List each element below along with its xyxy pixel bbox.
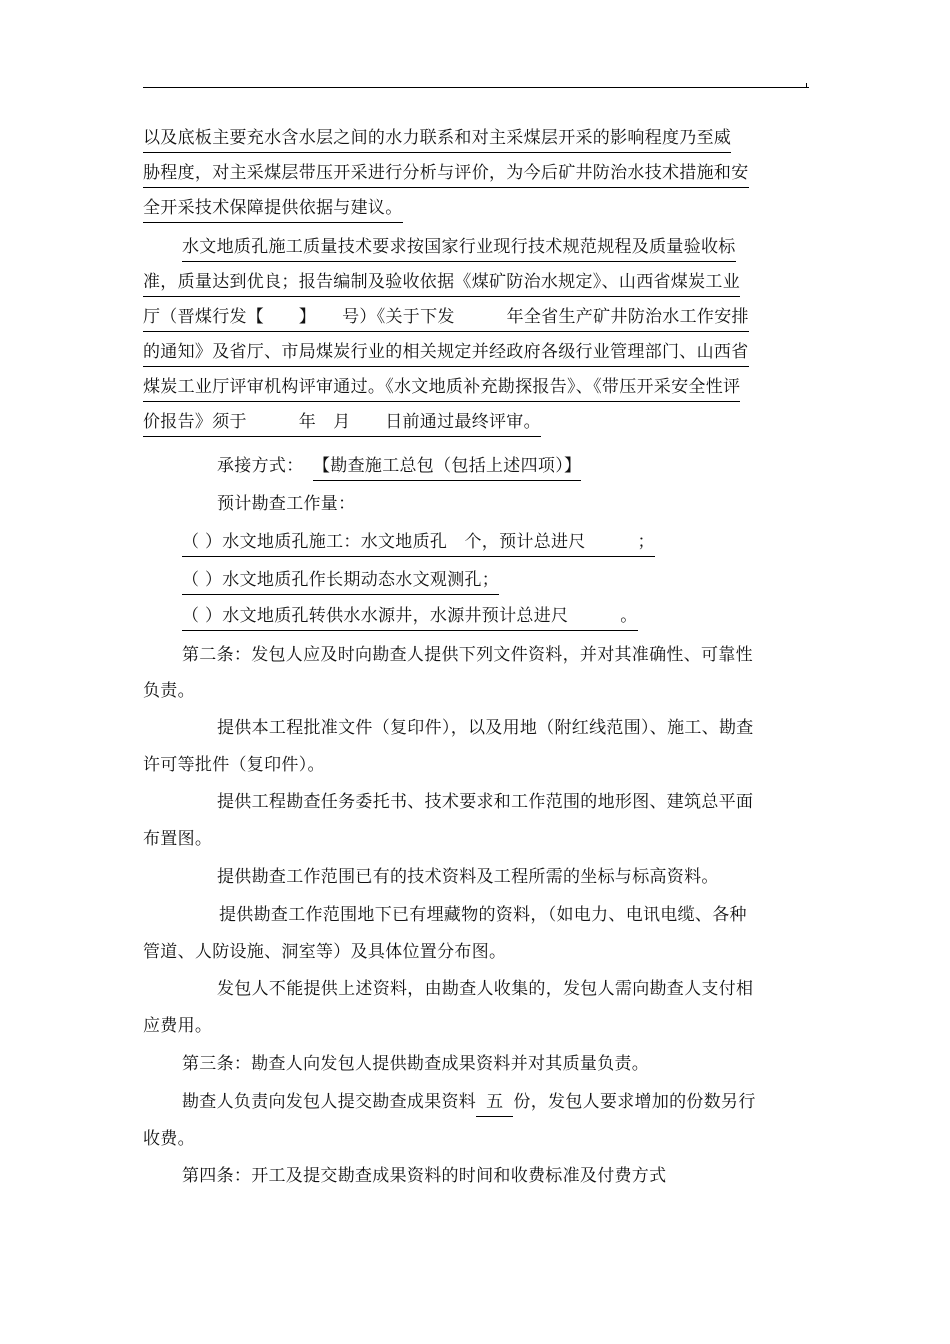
header-rule xyxy=(143,87,809,88)
article-2-line-2: 负责。 xyxy=(143,681,195,701)
workload-item-1: （ ）水文地质孔施工：水文地质孔 个，预计总进尺 ； xyxy=(182,532,655,552)
paragraph-line-1: 以及底板主要充水含水层之间的水力联系和对主采煤层开采的影响程度乃至威 xyxy=(143,128,731,148)
header-mark xyxy=(806,83,809,87)
article-2-item-1-line-1: 提供本工程批准文件（复印件），以及用地（附红线范围）、施工、勘查 xyxy=(217,718,754,738)
paragraph-line-4: 水文地质孔施工质量技术要求按国家行业现行技术规范规程及质量验收标 xyxy=(182,237,736,257)
paragraph-line-6: 厅（晋煤行发【 】 号）《关于下发 年全省生产矿井防治水工作安排 xyxy=(143,307,749,327)
article-2-item-2-line-2: 布置图。 xyxy=(143,829,213,849)
paragraph-line-8: 煤炭工业厅评审机构评审通过。《水文地质补充勘探报告》、《带压开采安全性评 xyxy=(143,377,740,397)
paragraph-line-3: 全开采技术保障提供依据与建议。 xyxy=(143,198,403,218)
paragraph-line-7: 的通知》及省厅、市局煤炭行业的相关规定并经政府各级行业管理部门、山西省 xyxy=(143,342,749,362)
paragraph-line-5: 准，质量达到优良；报告编制及验收依据《煤矿防治水规定》、山西省煤炭工业 xyxy=(143,272,740,292)
article-3-line-3: 收费。 xyxy=(143,1129,195,1149)
copies-text-before: 勘查人负责向发包人提交勘查成果资料 xyxy=(182,1092,477,1112)
article-2-line-1: 第二条：发包人应及时向勘查人提供下列文件资料，并对其准确性、可靠性 xyxy=(182,645,753,665)
article-2-item-3: 提供勘查工作范围已有的技术资料及工程所需的坐标与标高资料。 xyxy=(217,867,719,887)
copies-value: 五 xyxy=(476,1092,513,1117)
contract-method-value: 【勘查施工总包（包括上述四项）】 xyxy=(313,456,581,476)
article-2-item-1-line-2: 许可等批件（复印件）。 xyxy=(143,755,325,775)
article-2-item-5-line-1: 发包人不能提供上述资料，由勘查人收集的，发包人需向勘查人支付相 xyxy=(217,979,754,999)
article-3-line-2 xyxy=(182,1092,756,1112)
article-3-line-1: 第三条：勘查人向发包人提供勘查成果资料并对其质量负责。 xyxy=(182,1054,650,1074)
copies-text-after: 份，发包人要求增加的份数另行 xyxy=(513,1092,756,1112)
article-2-item-4-line-1: 提供勘查工作范围地下已有埋藏物的资料，（如电力、电讯电缆、各种 xyxy=(219,905,747,925)
paragraph-line-2: 胁程度，对主采煤层带压开采进行分析与评价，为今后矿井防治水技术措施和安 xyxy=(143,163,749,183)
article-2-item-4-line-2: 管道、人防设施、洞室等）及具体位置分布图。 xyxy=(143,942,507,962)
workload-label: 预计勘查工作量： xyxy=(217,494,356,514)
article-4-title: 第四条：开工及提交勘查成果资料的时间和收费标准及付费方式 xyxy=(182,1166,667,1186)
workload-item-3: （ ）水文地质孔转供水水源井，水源井预计总进尺 。 xyxy=(182,606,638,626)
paragraph-line-9: 价报告》须于 年 月 日前通过最终评审。 xyxy=(143,412,541,432)
contract-method-label: 承接方式： xyxy=(217,456,304,476)
article-2-item-2-line-1: 提供工程勘查任务委托书、技术要求和工作范围的地形图、建筑总平面 xyxy=(217,792,754,812)
article-2-item-5-line-2: 应费用。 xyxy=(143,1016,213,1036)
workload-item-2: （ ）水文地质孔作长期动态水文观测孔； xyxy=(182,570,499,590)
